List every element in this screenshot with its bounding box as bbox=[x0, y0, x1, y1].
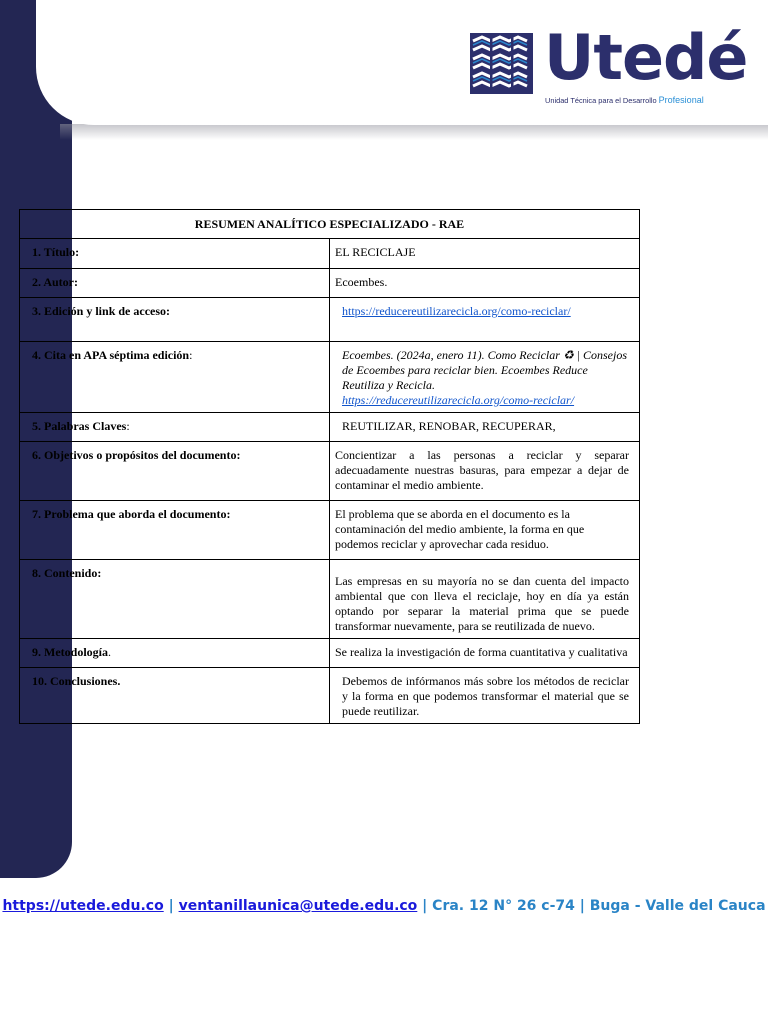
row-label-titulo: 1. Título: bbox=[20, 239, 330, 269]
table-row bbox=[20, 413, 640, 442]
table-row bbox=[20, 639, 640, 668]
row-label-metodologia-rest: . bbox=[108, 645, 111, 659]
rae-table bbox=[19, 209, 640, 724]
row-value-palabras: REUTILIZAR, RENOBAR, RECUPERAR, bbox=[330, 413, 640, 442]
brand-tagline bbox=[545, 95, 704, 105]
brand-name: Utedé bbox=[544, 21, 748, 94]
row-value-edicion bbox=[330, 298, 640, 342]
rae-title: RESUMEN ANALÍTICO ESPECIALIZADO - RAE bbox=[20, 210, 640, 239]
table-row bbox=[20, 342, 640, 413]
row-value-autor: Ecoembes. bbox=[330, 269, 640, 298]
table-row bbox=[20, 442, 640, 501]
row-value-objetivos: Concientizar a las personas a reciclar y separar adecuadamente nuestras basuras, para empezar a dejar de contaminar el medio ambiente. bbox=[330, 442, 640, 501]
row-label-autor: 2. Autor: bbox=[20, 269, 330, 298]
utede-logo-mark-icon bbox=[470, 33, 533, 94]
row-label-problema: 7. Problema que aborda el documento: bbox=[20, 501, 330, 560]
row-value-titulo: EL RECICLAJE bbox=[330, 239, 640, 269]
row-label-objetivos: 6. Objetivos o propósitos del documento: bbox=[20, 442, 330, 501]
row-label-conclusiones: 10. Conclusiones. bbox=[20, 668, 330, 724]
row-value-conclusiones: Debemos de infórmanos más sobre los métodos de reciclar y la forma en que podemos transformar el material que se puede reutilizar. bbox=[330, 668, 640, 724]
citation-link[interactable]: https://reducereutilizarecicla.org/como-reciclar/ bbox=[342, 393, 575, 407]
content-text: Las empresas en su mayoría no se dan cuenta del impacto ambiental que con lleva el reciclaje, hoy en día ya están optando por separar la material prima que se puede transformar nuevamente, para se reutilizada de nuevo. bbox=[335, 574, 629, 633]
footer-contact bbox=[0, 897, 768, 915]
table-row bbox=[20, 239, 640, 269]
email-link[interactable]: ventanillaunica@utede.edu.co bbox=[178, 898, 418, 914]
row-value-cita bbox=[330, 342, 640, 413]
row-value-problema: El problema que se aborda en el documento es la contaminación del medio ambiente, la forma en que podemos reciclar y aprovechar cada residuo. bbox=[330, 501, 640, 560]
access-link[interactable]: https://reducereutilizarecicla.org/como-reciclar/ bbox=[342, 304, 571, 318]
content-spacer bbox=[335, 566, 629, 574]
row-label-palabras-rest: : bbox=[126, 419, 130, 433]
table-row bbox=[20, 668, 640, 724]
row-label-contenido: 8. Contenido: bbox=[20, 560, 330, 639]
footer-address: | Cra. 12 N° 26 c-74 | Buga - Valle del Cauca bbox=[417, 898, 766, 914]
website-link[interactable]: https://utede.edu.co bbox=[2, 898, 164, 914]
apa-citation: Ecoembes. (2024a, enero 11). Como Reciclar ♻ | Consejos de Ecoembes para reciclar bien. Ecoembes Reduce Reutiliza y Recicla. bbox=[342, 348, 627, 392]
row-label-metodologia-bold: 9. Metodología bbox=[32, 645, 108, 659]
table-row bbox=[20, 560, 640, 639]
row-label-metodologia bbox=[20, 639, 330, 668]
row-label-cita-rest: : bbox=[189, 348, 193, 362]
brand-tagline-accent: Profesional bbox=[658, 95, 704, 105]
row-label-cita bbox=[20, 342, 330, 413]
row-label-cita-bold: 4. Cita en APA séptima edición bbox=[32, 348, 190, 362]
row-label-palabras bbox=[20, 413, 330, 442]
row-value-contenido bbox=[330, 560, 640, 639]
header-shadow bbox=[60, 124, 768, 140]
brand-tagline-main: Unidad Técnica para el Desarrollo bbox=[545, 96, 657, 105]
table-row bbox=[20, 501, 640, 560]
footer-separator: | bbox=[163, 898, 179, 914]
table-row bbox=[20, 269, 640, 298]
table-row bbox=[20, 298, 640, 342]
row-label-palabras-bold: 5. Palabras Claves bbox=[32, 419, 127, 433]
row-value-metodologia: Se realiza la investigación de forma cuantitativa y cualitativa bbox=[330, 639, 640, 668]
row-label-edicion: 3. Edición y link de acceso: bbox=[20, 298, 330, 342]
